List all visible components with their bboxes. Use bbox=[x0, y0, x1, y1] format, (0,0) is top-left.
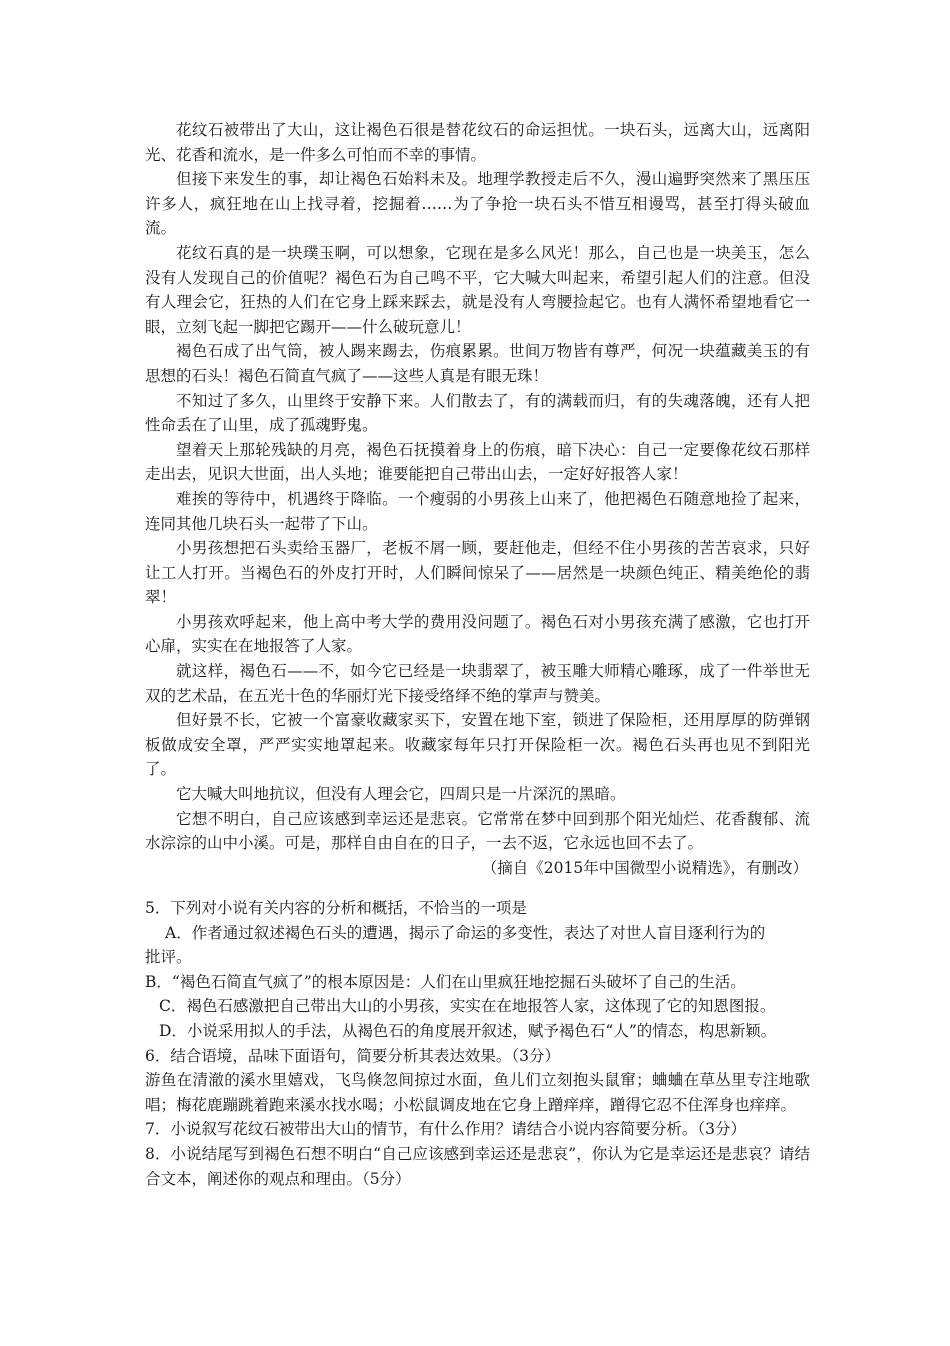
story-paragraph-4: 褐色石成了出气筒，被人踢来踢去，伤痕累累。世间万物皆有尊严，何况一块蕴藏美玉的有思想的石头！褐色石简直气疯了——这些人真是有眼无珠！ bbox=[145, 342, 810, 385]
question-6-stem: 6．结合语境，品味下面语句，简要分析其表达效果。（3分） bbox=[145, 1046, 560, 1065]
question-8-stem: 8．小说结尾写到褐色石想不明白“自己应该感到幸运还是悲哀”，你认为它是幸运还是悲哀？请结合文本，阐述你的观点和理由。（5分） bbox=[145, 1144, 810, 1188]
story-paragraph-12: 它大喊大叫地抗议，但没有人理会它，四周只是一片深沉的黑暗。 bbox=[176, 785, 626, 804]
question-6-passage: 游鱼在清澈的溪水里嬉戏，飞鸟倏忽间掠过水面，鱼儿们立刻抱头鼠窜；蛐蛐在草丛里专注地歌唱；梅花鹿蹦跳着跑来溪水找水喝；小松鼠调皮地在它身上蹭痒痒，蹭得它忍不住浑身也痒痒。 bbox=[145, 1071, 810, 1114]
story-source: （摘自《2015年中国微型小说精选》，有删改） bbox=[481, 858, 808, 877]
story-paragraph-8: 小男孩想把石头卖给玉器厂，老板不屑一顾，要赶他走，但经不住小男孩的苦苦哀求，只好让工人打开。当褐色石的外皮打开时，人们瞬间惊呆了——居然是一块颜色纯正、精美绝伦的翡翠！ bbox=[145, 539, 810, 607]
question-5-option-a-continued: 批评。 bbox=[145, 948, 192, 967]
story-paragraph-5: 不知过了多久，山里终于安静下来。人们散去了，有的满载而归，有的失魂落魄，还有人把性命丢在了山里，成了孤魂野鬼。 bbox=[145, 391, 810, 435]
story-paragraph-13: 它想不明白，自己应该感到幸运还是悲哀。它常常在梦中回到那个阳光灿烂、花香馥郁、流水淙淙的山中小溪。可是，那样自由自在的日子，一去不返，它永远也回不去了。 bbox=[145, 809, 810, 853]
story-paragraph-1: 花纹石被带出了大山，这让褐色石很是替花纹石的命运担忧。一块石头，远离大山，远离阳光、花香和流水，是一件多么可怕而不幸的事情。 bbox=[145, 121, 810, 164]
story-paragraph-3: 花纹石真的是一块璞玉啊，可以想象，它现在是多么风光！那么，自己也是一块美玉，怎么没有人发现自己的价值呢？褐色石为自己鸣不平，它大喊大叫起来，希望引起人们的注意。但没有人理会它，狂热的人们在它身上踩来踩去，就是没有人弯腰捡起它。也有人满怀希望地看它一眼，立刻飞起一脚把它踢开——什么破玩意儿！ bbox=[145, 243, 810, 336]
question-5-option-d: D．小说采用拟人的手法，从褐色石的角度展开叙述，赋予褐色石“人”的情态，构思新颖。 bbox=[159, 1021, 777, 1040]
story-body bbox=[145, 118, 810, 880]
story-paragraph-6: 望着天上那轮残缺的月亮，褐色石抚摸着身上的伤痕，暗下决心：自己一定要像花纹石那样走出去，见识大世面，出人头地；谁要能把自己带出山去，一定好好报答人家！ bbox=[145, 440, 810, 484]
story-paragraph-2: 但接下来发生的事，却让褐色石始料未及。地理学教授走后不久，漫山遍野突然来了黑压压许多人，疯狂地在山上找寻着，挖掘着……为了争抢一块石头不惜互相谩骂，甚至打得头破血流。 bbox=[145, 170, 810, 238]
question-5-stem: 5．下列对小说有关内容的分析和概括，不恰当的一项是 bbox=[145, 899, 527, 917]
question-section bbox=[145, 896, 810, 1191]
question-5-option-b: B．“褐色石简直气疯了”的根本原因是：人们在山里疯狂地挖掘石头破坏了自己的生活。 bbox=[145, 972, 746, 991]
story-paragraph-9: 小男孩欢呼起来，他上高中考大学的费用没问题了。褐色石对小男孩充满了感激，它也打开心扉，实实在在地报答了人家。 bbox=[145, 612, 810, 656]
story-paragraph-7: 难挨的等待中，机遇终于降临。一个瘦弱的小男孩上山来了，他把褐色石随意地捡了起来，连同其他几块石头一起带了下山。 bbox=[145, 489, 810, 533]
story-paragraph-11: 但好景不长，它被一个富豪收藏家买下，安置在地下室，锁进了保险柜，还用厚厚的防弹钢板做成安全罩，严严实实地罩起来。收藏家每年只打开保险柜一次。褐色石头再也见不到阳光了。 bbox=[145, 711, 810, 779]
question-7-stem: 7．小说叙写花纹石被带出大山的情节，有什么作用？请结合小说内容简要分析。（3分） bbox=[145, 1120, 746, 1139]
story-paragraph-10: 就这样，褐色石——不，如今它已经是一块翡翠了，被玉雕大师精心雕琢，成了一件举世无双的艺术品，在五光十色的华丽灯光下接受络绎不绝的掌声与赞美。 bbox=[145, 662, 810, 705]
question-5-option-a: A．作者通过叙述褐色石头的遭遇，揭示了命运的多变性，表达了对世人盲目逐利行为的 bbox=[165, 923, 766, 942]
question-5-option-c: C．褐色石感激把自己带出大山的小男孩，实实在在地报答人家，这体现了它的知恩图报。 bbox=[159, 997, 776, 1016]
